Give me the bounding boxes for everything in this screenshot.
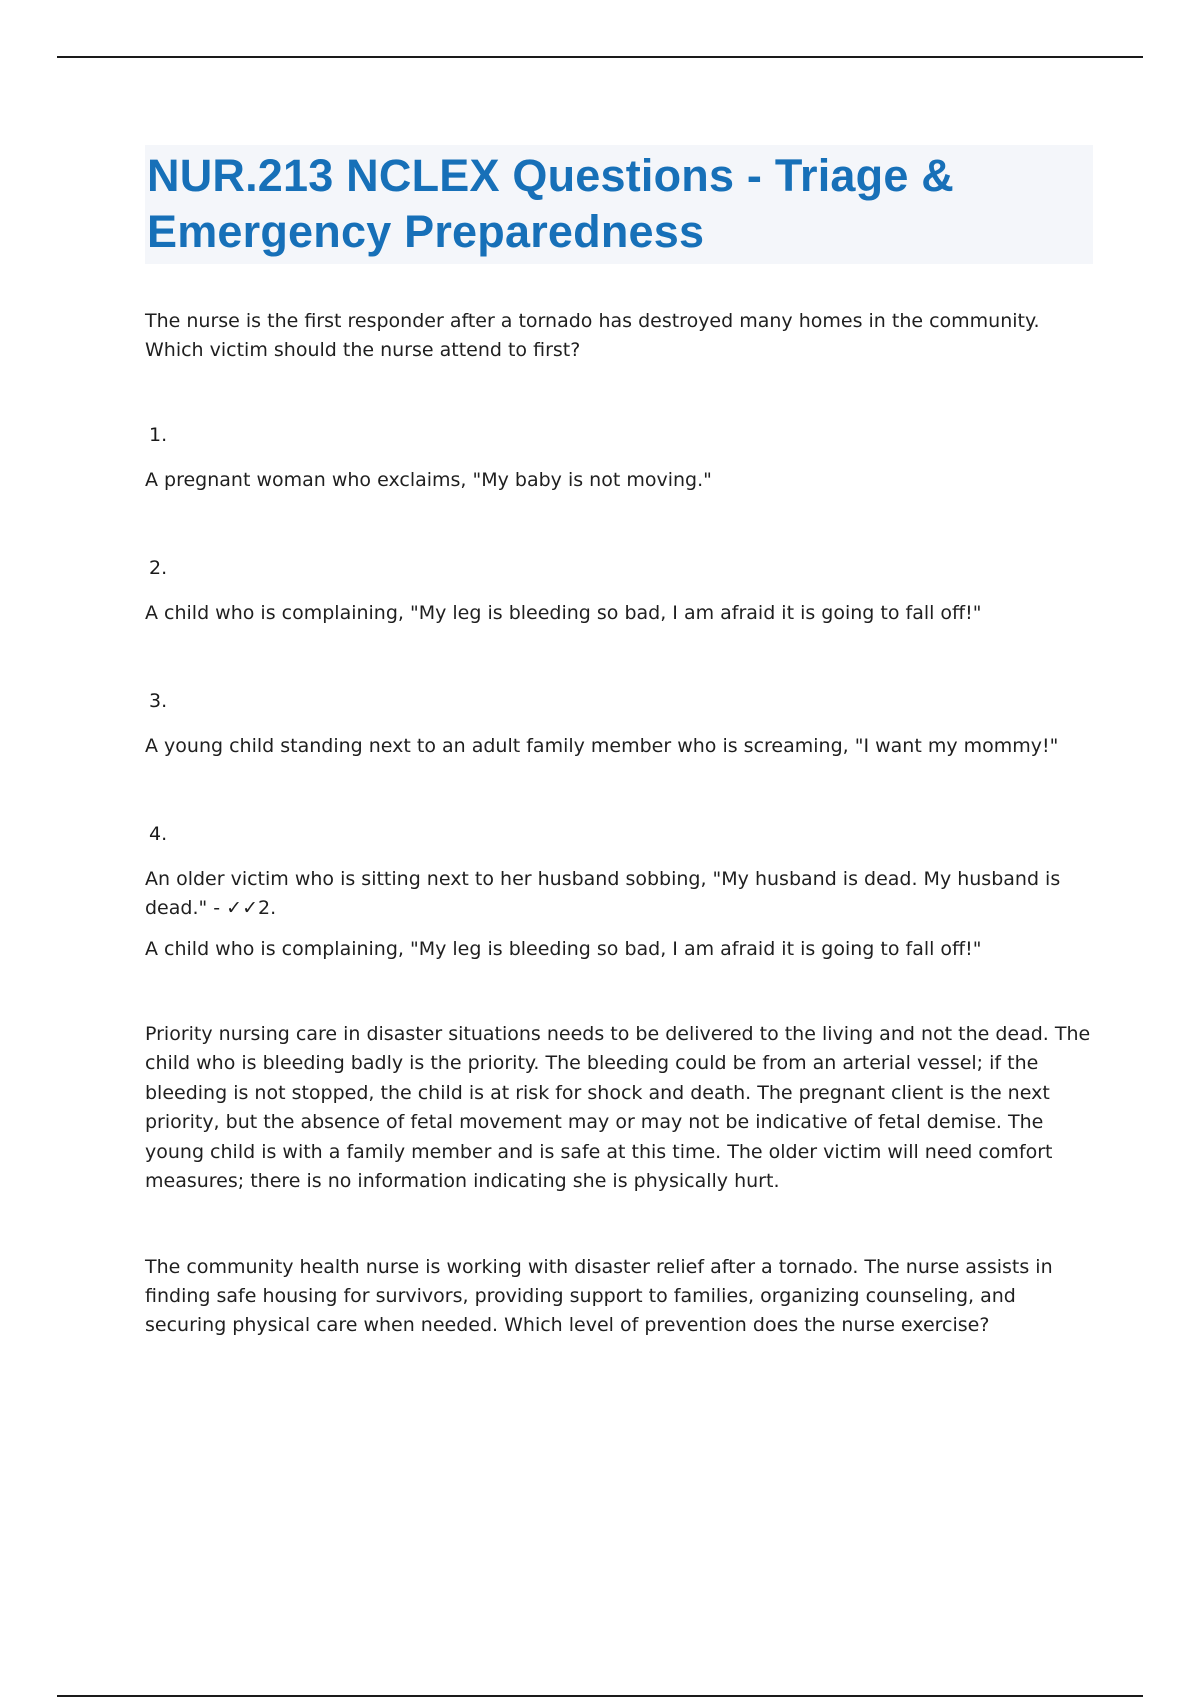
bottom-page-rule [57, 1695, 1143, 1697]
option-1-number: 1. [149, 424, 168, 446]
title-banner [145, 145, 1093, 264]
question-2-stem: The community health nurse is working with disaster relief after a tornado. The nurse assists in finding safe housing for survivors, providing support to families, organizing counseling, and securing physical care when needed. Which level of prevention does the nurse exercise? [145, 1256, 1053, 1337]
answer-rationale: Priority nursing care in disaster situations needs to be delivered to the living and not the dead. The child who is bleeding badly is the priority. The bleeding could be from an arterial vessel; if the bleeding is not stopped, the child is at risk for shock and death. The pregnant client is the next priority, but the absence of fetal movement may or may not be indicative of fetal demise. The young child is with a family member and is safe at this time. The older victim will need comfort measures; there is no information indicating she is physically hurt. [145, 1023, 1091, 1193]
document-title: NUR.213 NCLEX Questions - Triage & Emergency Preparedness [147, 150, 954, 257]
document-body [145, 145, 1093, 1340]
option-2-number: 2. [149, 557, 168, 579]
option-1-text: A pregnant woman who exclaims, "My baby is not moving." [145, 469, 712, 491]
option-3-text: A young child standing next to an adult family member who is screaming, "I want my mommy!" [145, 735, 1059, 757]
option-2-text: A child who is complaining, "My leg is bleeding so bad, I am afraid it is going to fall off!" [145, 602, 982, 624]
question-1-stem: The nurse is the first responder after a tornado has destroyed many homes in the community. Which victim should the nurse attend to first? [145, 310, 1040, 361]
option-3-number: 3. [149, 690, 168, 712]
correct-answer: A child who is complaining, "My leg is bleeding so bad, I am afraid it is going to fall off!" [145, 938, 982, 960]
option-4-text: An older victim who is sitting next to her husband sobbing, "My husband is dead. My husband is dead." - ✓✓2. [145, 868, 1061, 919]
option-4-number: 4. [149, 823, 168, 845]
top-page-rule [57, 56, 1143, 58]
